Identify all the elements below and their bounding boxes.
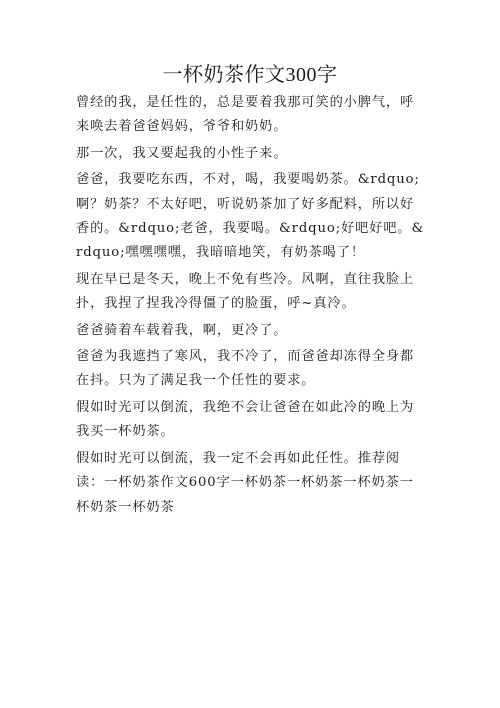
paragraph: 那一次，我又要起我的小性子来。 (76, 145, 288, 161)
paragraph: 爸爸，我要吃东西，不对，喝，我要喝奶茶。&rdquo;啊？奶茶？不太好吧，听说奶茶加了好多配料，所以好香的。&rdquo;老爸，我要喝。&rdquo;好吧好吧。&rdquo;嘿嘿嘿嘿，我暗暗地笑，有奶茶喝了！ (76, 172, 425, 261)
document-title: 一杯奶茶作文300字 (162, 64, 338, 86)
document-body (76, 91, 426, 522)
paragraph: 假如时光可以倒流，我一定不会再如此任性。推荐阅读：一杯奶茶作文600字一杯奶茶一杯奶茶一杯奶茶一杯奶茶一杯奶茶 (76, 450, 414, 515)
paragraph: 爸爸为我遮挡了寒风，我不冷了，而爸爸却冻得全身都在抖。只为了满足我一个任性的要求。 (76, 349, 415, 389)
paragraph: 现在早已是冬天，晚上不免有些冷。风啊，直往我脸上扑，我捏了捏我冷得僵了的脸蛋，呼~真冷。 (76, 271, 415, 312)
paragraph: 假如时光可以倒流，我绝不会让爸爸在如此冷的晚上为我买一杯奶茶。 (76, 399, 415, 440)
paragraph: 爸爸骑着车载着我，啊，更冷了。 (76, 322, 288, 338)
paragraph: 曾经的我，是任性的，总是要着我那可笑的小脾气，呼来唤去着爸爸妈妈，爷爷和奶奶。 (76, 95, 415, 135)
